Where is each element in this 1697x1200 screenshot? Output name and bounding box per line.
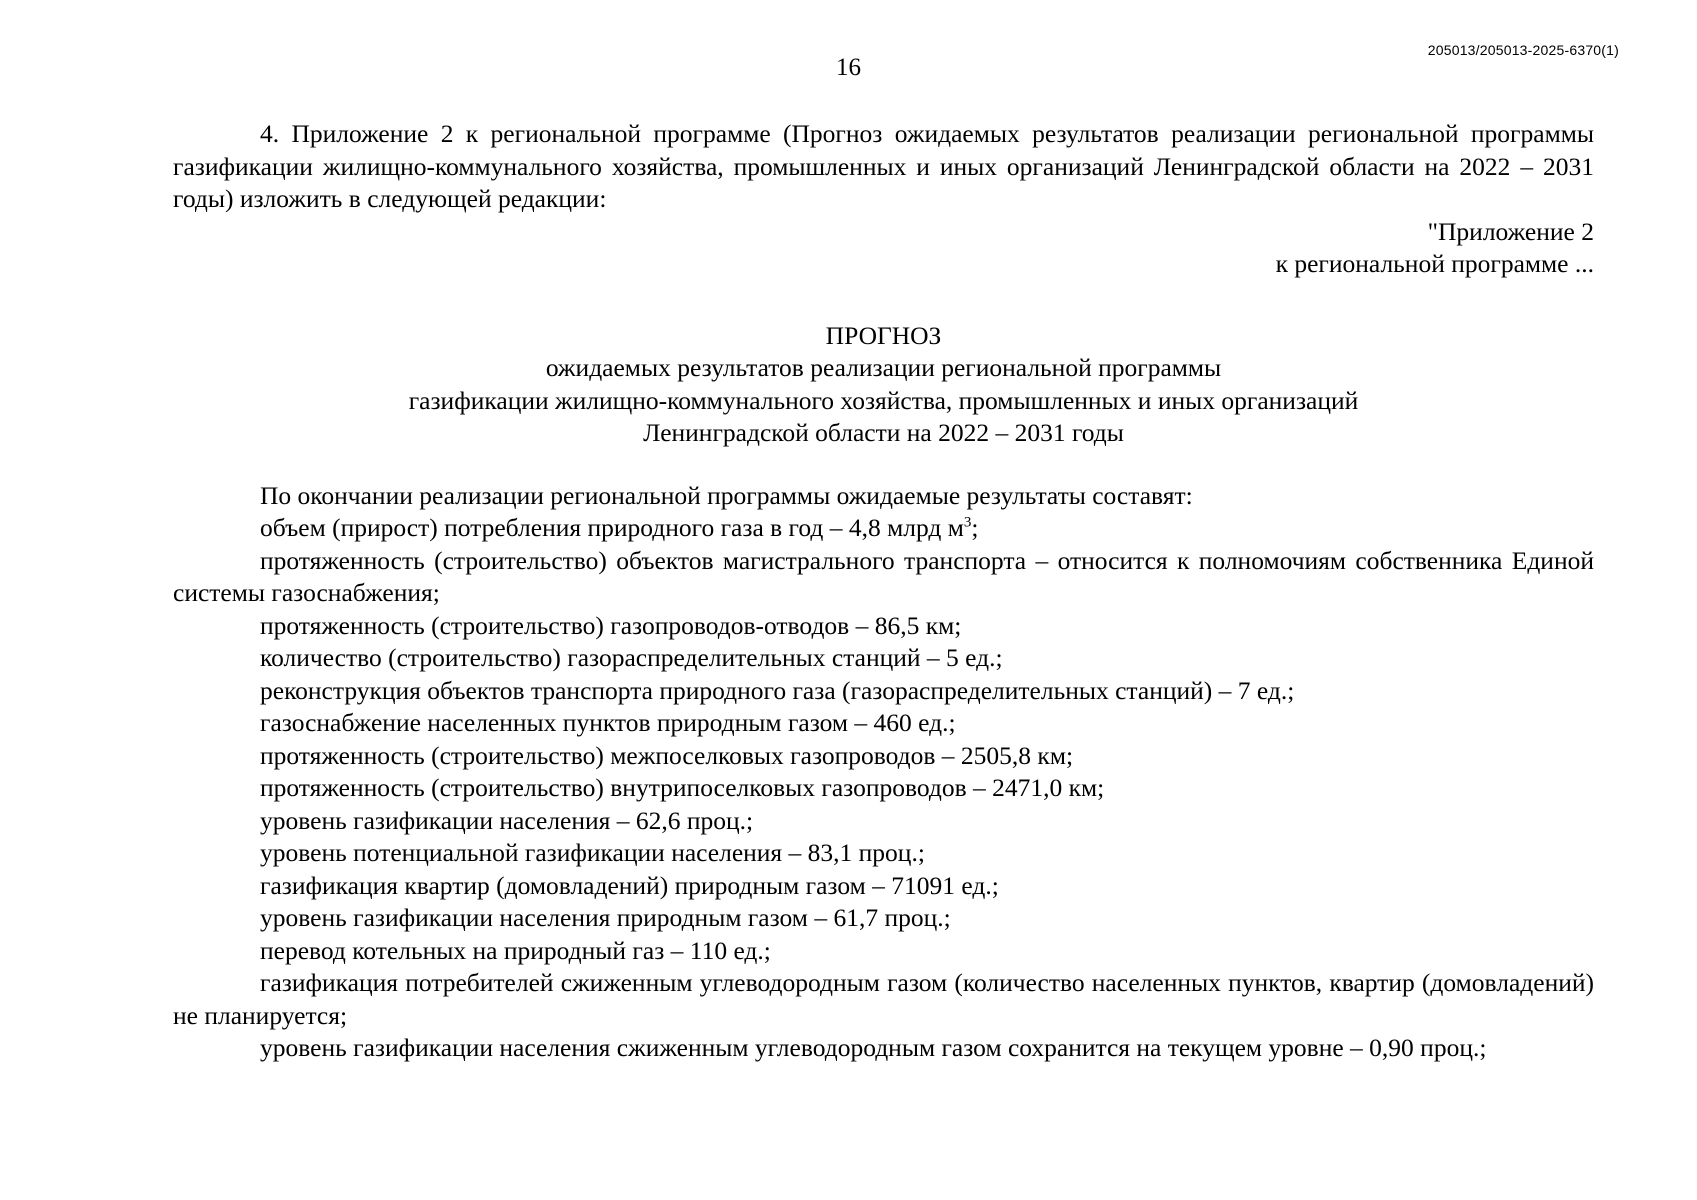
title-line-1: ПРОГНОЗ	[825, 320, 942, 350]
forecast-title	[173, 320, 1594, 450]
result-item: уровень газификации населения природным газом – 61,7 проц.;	[260, 903, 951, 932]
result-item: уровень газификации населения – 62,6 проц.;	[260, 805, 754, 835]
results-list	[173, 480, 1594, 1065]
result-item: протяженность (строительство) межпоселковых газопроводов – 2505,8 км;	[260, 740, 1074, 770]
result-item: газоснабжение населенных пунктов природным газом – 460 ед.;	[260, 708, 956, 737]
gas-volume-text: объем (прирост) потребления природного газа в год – 4,8 млрд м	[260, 513, 964, 542]
result-item: реконструкция объектов транспорта природного газа (газораспределительных станций) – 7 ед.;	[260, 675, 1295, 705]
result-item: количество (строительство) газораспределительных станций – 5 ед.;	[260, 643, 1003, 672]
results-lead: По окончании реализации региональной программы ожидаемые результаты составят:	[260, 480, 1193, 510]
result-item: уровень газификации населения сжиженным углеводородным газом сохранится на текущем уровне – 0,90 проц.;	[260, 1033, 1487, 1062]
gas-volume-exponent: 3	[963, 514, 972, 531]
result-item: протяженность (строительство) объектов магистрального транспорта – относится к полномочиям собственника Единой системы газоснабжения;	[173, 545, 1594, 607]
result-item: перевод котельных на природный газ – 110 ед.;	[260, 935, 771, 965]
result-gas-volume	[173, 512, 1594, 545]
result-item: газификация потребителей сжиженным углеводородным газом (количество населенных пунктов, квартир (домовладений) не планируется;	[173, 968, 1594, 1030]
appendix-reference	[173, 216, 1594, 281]
appendix-line-2: к региональной программе ...	[1275, 249, 1594, 278]
title-line-3: газификации жилищно-коммунального хозяйства, промышленных и иных организаций	[408, 385, 1359, 415]
page-number: 16	[836, 54, 861, 81]
document-body	[173, 118, 1594, 1065]
gas-volume-tail: ;	[971, 513, 979, 542]
result-item: газификация квартир (домовладений) природным газом – 71091 ед.;	[260, 870, 999, 900]
title-line-2: ожидаемых результатов реализации региональной программы	[545, 353, 1222, 382]
result-item: протяженность (строительство) внутрипоселковых газопроводов – 2471,0 км;	[260, 773, 1105, 802]
appendix-line-1: "Приложение 2	[1427, 216, 1594, 246]
intro-paragraph: 4. Приложение 2 к региональной программе (Прогноз ожидаемых результатов реализации региональной программы газификации жилищно-коммунального хозяйства, промышленных и иных организаций Ленинградской области на 2022 – 2031 годы) изложить в следующей редакции:	[173, 119, 1594, 213]
document-id: 205013/205013-2025-6370(1)	[1427, 42, 1619, 58]
result-item: протяженность (строительство) газопроводов-отводов – 86,5 км;	[260, 610, 962, 640]
title-line-4: Ленинградской области на 2022 – 2031 годы	[643, 418, 1124, 447]
result-item: уровень потенциальной газификации населения – 83,1 проц.;	[260, 838, 925, 867]
